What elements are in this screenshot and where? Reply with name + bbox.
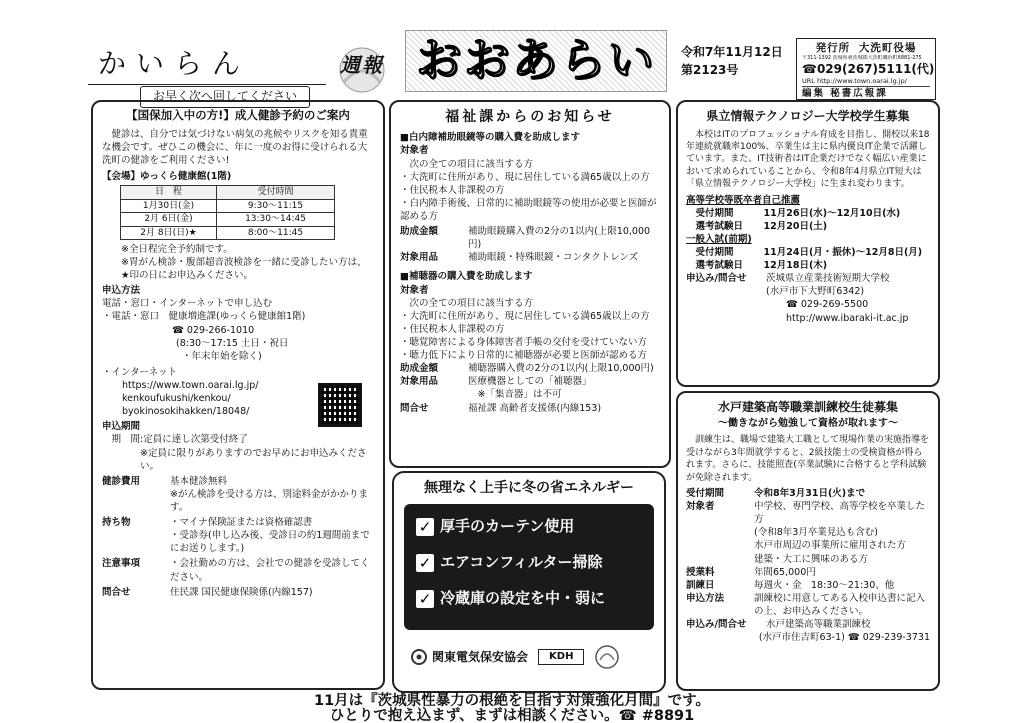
schedule-date: 2月 6日(金) <box>121 213 217 226</box>
vocational-row-text: 毎週火・金 18:30～21:30、他 <box>754 579 895 591</box>
apply-phone: ☎ 029-266-1010 <box>172 324 255 336</box>
vocational-row-text: (水戸市住吉町63-1) ☎ 029-239-3731 <box>758 632 930 644</box>
welfare-title: 福祉課からのお知らせ <box>445 109 615 125</box>
general-row <box>686 259 930 272</box>
vocational-row <box>686 618 930 631</box>
apply-url[interactable]: kenkoufukushi/kenkou/ <box>122 393 231 405</box>
it-contact-label: 申込み/問合せ <box>686 273 747 285</box>
energy-title: 無理なく上手に冬の省エネルギー <box>424 480 634 496</box>
vocational-row <box>686 592 930 618</box>
schedule-col-date: 日 程 <box>121 186 217 199</box>
energy-item <box>416 514 644 550</box>
welfare-sec2-target-label: 対象者 <box>400 284 429 296</box>
vocational-row-label: 対象者 <box>686 501 715 513</box>
health-item-label: 持ち物 <box>102 517 131 529</box>
welfare-sec2-items: 医療機器としての「補聴器」 <box>468 376 592 388</box>
health-note: ※胃がん検診・腹部超音波検診を一緒に受診したい方は、★印の日にお申込みください。 <box>121 257 367 282</box>
grad-row-label: 選考試験日 <box>695 220 744 232</box>
vocational-row-text: 建築・大工に興味のある方 <box>754 553 869 565</box>
welfare-sec1-items-row <box>400 251 660 264</box>
health-item-text: ・マイナ保険証または資格確認書 <box>170 517 313 529</box>
it-contact-line: (水戸市下大野町6342) <box>766 286 865 298</box>
apply-line: 電話・窓口・インターネットで申し込む <box>102 298 273 310</box>
welfare-sec1-target-label: 対象者 <box>400 145 429 157</box>
schedule-date: 1月30日(金) <box>121 199 217 212</box>
pass-along-text: お早く次へ回してください <box>152 89 297 103</box>
grad-row-text: 11月26日(水)～12月10日(水) <box>763 207 901 219</box>
energy-item-label: 厚手のカーテン使用 <box>440 517 575 536</box>
health-item-label: 健診費用 <box>102 475 141 487</box>
welfare-sec2-title: ■補聴器の購入費を助成します <box>400 271 533 283</box>
welfare-sec2-items-label: 対象用品 <box>400 376 439 388</box>
it-contact-phone: ☎ 029-269-5500 <box>786 299 869 311</box>
welfare-sec2-items-row <box>400 375 660 388</box>
welfare-sec2-amount-row <box>400 362 660 375</box>
table-row <box>121 199 335 212</box>
schedule-header-row <box>121 186 335 199</box>
vocational-row-text: 中学校、専門学校、高等学校を卒業した方 <box>754 501 926 526</box>
welfare-sec2-contact: 福祉課 高齢者支援係(内線153) <box>468 402 602 414</box>
table-row <box>121 213 335 226</box>
welfare-sec1-target: ・住民税本人非課税の方 <box>400 184 505 196</box>
apply-line: (8:30～17:15 土日・祝日 <box>176 337 289 349</box>
welfare-sec2-target: ・聴覚障害による身体障害者手帳の交付を受けていない方 <box>400 336 648 348</box>
vocational-row-label: 受付期間 <box>686 487 725 499</box>
footer-banner <box>40 694 984 723</box>
schedule-table <box>120 185 335 240</box>
it-college-title: 県立情報テクノロジー大学校学生募集 <box>706 109 910 123</box>
welfare-section <box>389 100 671 468</box>
health-item <box>102 488 374 514</box>
health-note: ※全日程完全予約制です。 <box>121 243 233 255</box>
vocational-row-label: 申込み/問合せ <box>686 619 747 631</box>
health-item <box>102 557 374 583</box>
period-heading: 申込期間 <box>102 421 141 433</box>
vocational-row <box>686 500 930 526</box>
vocational-row <box>686 553 930 566</box>
energy-item-label: 冷蔵庫の設定を中・弱に <box>440 589 606 608</box>
issue-date: 令和7年11月12日 <box>681 45 783 59</box>
kairan-label: かいらん <box>98 47 251 80</box>
schedule-time: 13:30～14:45 <box>217 213 335 226</box>
general-row <box>686 246 930 259</box>
health-item <box>102 516 374 529</box>
general-row-text: 12月18日(木) <box>763 260 828 272</box>
welfare-sec2-amount: 補聴器購入費の2分の1以内(上限10,000円) <box>468 363 654 375</box>
health-item-label: 注意事項 <box>102 558 141 570</box>
spacer <box>400 388 468 401</box>
vocational-row <box>686 487 930 500</box>
paper-title: おおあらい <box>416 33 656 87</box>
health-item-text: ※がん検診を受ける方は、別途料金がかかります。 <box>170 488 368 513</box>
apply-heading: 申込方法 <box>102 285 141 297</box>
vocational-row-label: 訓練日 <box>686 579 715 591</box>
vocational-row-label: 授業料 <box>686 566 715 578</box>
publisher-box <box>796 38 936 100</box>
vocational-row <box>686 566 930 579</box>
grad-row-text: 12月20日(土) <box>763 220 828 232</box>
vocational-row-label <box>686 526 754 539</box>
apply-url[interactable]: byokinosokihakken/18048/ <box>122 406 250 418</box>
apply-line: ・インターネット <box>102 366 178 378</box>
welfare-sec2-target: ・大洗町に住所があり、現に居住している満65歳以上の方 <box>400 310 650 322</box>
energy-footer <box>410 644 664 670</box>
grad-row-label: 受付期間 <box>695 207 734 219</box>
it-contact-url[interactable]: http://www.ibaraki-it.ac.jp <box>786 312 909 324</box>
vocational-intro: 訓練生は、職場で建築大工職として現場作業の実施指導を受けながら3年間就学すると、2級技能士の受検資格が得られます。さらに、技能照査(卒業試験)に合格すると学科試験が免除されます。 <box>686 435 930 483</box>
publisher-editor: 編集 秘書広報課 <box>802 86 930 100</box>
energy-item-label: エアコンフィルター掃除 <box>440 553 603 572</box>
vocational-row-label <box>686 553 754 566</box>
welfare-sec2-target: 次の全ての項目に該当する方 <box>409 297 534 309</box>
vocational-school-section <box>676 391 940 691</box>
weekly-seal-text: 週報 <box>340 53 384 77</box>
vocational-row-text: 水戸市周辺の事業所に雇用された方 <box>754 540 907 552</box>
publisher-phone: ☎029(267)5111(代) <box>802 62 935 77</box>
general-row-text: 11月24日(月・振休)～12月8日(月) <box>763 247 923 259</box>
welfare-sec1-amount: 補助眼鏡購入費の2分の1以内(上限10,000円) <box>468 226 651 251</box>
grad-row <box>686 207 930 220</box>
vocational-row-text: (令和8年3月卒業見込も含む) <box>754 527 879 539</box>
apply-line: ・電話・窓口 健康増進課(ゆっくら健康館1階) <box>102 311 306 323</box>
welfare-sec2-target: ・聴力低下により日常的に補聴器が必要と医師が認める方 <box>400 350 648 362</box>
kdh-logo-icon <box>410 648 428 666</box>
welfare-sec1-target: ・白内障手術後、日常的に補助眼鏡等の使用が必要と医師が認める方 <box>400 197 657 222</box>
schedule-time: 9:30～11:15 <box>217 199 335 212</box>
check-icon: ✓ <box>416 554 434 572</box>
health-title: 【国保加入中の方!】成人健診予約のご案内 <box>126 108 350 122</box>
welfare-sec2-items-note: ※「集音器」は不可 <box>477 389 562 401</box>
vocational-row <box>686 579 930 592</box>
publisher-line <box>802 41 930 55</box>
issue-number: 第2123号 <box>681 63 739 77</box>
health-item-text: ・会社勤めの方は、会社での健診を受診してください。 <box>170 558 370 583</box>
it-contact-row <box>686 272 930 285</box>
vocational-row <box>686 526 930 539</box>
health-item-label: 問合せ <box>102 586 131 598</box>
vocational-row-label <box>686 631 754 644</box>
health-item-label <box>102 529 170 555</box>
welfare-sec1-target: 次の全ての項目に該当する方 <box>409 158 534 170</box>
apply-url[interactable]: https://www.town.oarai.lg.jp/ <box>122 380 259 392</box>
energy-item <box>416 586 644 622</box>
energy-item <box>416 550 644 586</box>
vocational-row-text: 訓練校に用意してある入校申込書に記入の上、お申込みください。 <box>754 592 926 617</box>
health-checkup-section <box>91 100 385 690</box>
it-college-section <box>676 100 940 387</box>
welfare-sec1-title: ■白内障補助眼鏡等の購入費を助成します <box>400 132 580 144</box>
schedule-time: 8:00～11:45 <box>217 226 335 239</box>
health-item <box>102 586 374 599</box>
paper-title-frame <box>405 30 667 92</box>
health-item <box>102 529 374 555</box>
it-college-intro: 本校はITのプロフェッショナル育成を目指し、開校以来18年連続就職率100%、卒業生は主に県内優良IT企業で活躍しています。また、IT技術者はIT企業だけでなく幅広い産業において求められていることから、令和8年4月県立IT短大は「県立情報テクノロジー大学校」に生まれ変わります。 <box>686 129 930 190</box>
vocational-row-text: 水戸建築高等職業訓練校 <box>766 619 871 631</box>
publisher-label: 発行所 <box>815 42 851 54</box>
welfare-sec1-amount-row <box>400 225 660 251</box>
apply-block <box>102 297 374 418</box>
kairan-underline <box>88 84 326 85</box>
welfare-sec1-target: ・大洗町に住所があり、現に居住している満65歳以上の方 <box>400 171 650 183</box>
energy-saving-box <box>392 471 666 693</box>
health-item-text: 基本健診無料 <box>170 475 228 487</box>
weekly-seal <box>330 42 394 96</box>
welfare-sec2-target: ・住民税本人非課税の方 <box>400 323 505 335</box>
footer-line-1: 11月は『茨城県性暴力の根絶を目指す対策強化月間』です。 <box>313 693 711 709</box>
publisher-url: URL http://www.town.oarai.lg.jp/ <box>802 76 907 85</box>
welfare-sec2-amount-label: 助成金額 <box>400 363 439 375</box>
grad-row <box>686 220 930 233</box>
check-icon: ✓ <box>416 590 434 608</box>
schedule-date: 2月 8日(日)★ <box>121 226 217 239</box>
vocational-row <box>686 631 930 644</box>
period-line: 期 間:定員に達し次第受付終了 <box>111 434 248 446</box>
check-icon: ✓ <box>416 518 434 536</box>
welfare-sec2-contact-label: 問合せ <box>400 402 429 414</box>
table-row <box>121 226 335 239</box>
anniversary-logo-icon <box>592 644 622 670</box>
health-item-text: ・受診券(申し込み後、受診日の約1週間前までにお送りします。) <box>170 530 370 555</box>
health-intro: 健診は、自分では気づけない病気の兆候やリスクを知る貴重な機会です。ぜひこの機会に、年に一度のお得に受けられる大洗町の健診をご利用ください! <box>102 128 368 167</box>
vocational-row-text: 令和8年3月31日(火)まで <box>754 487 866 499</box>
vocational-row-label <box>686 539 754 552</box>
apply-line: ・年末年始を除く) <box>182 350 262 362</box>
general-row-label: 選考試験日 <box>695 260 744 272</box>
grad-heading: 高等学校等既卒者自己推薦 <box>686 194 801 206</box>
welfare-sec2-note-row <box>400 388 660 401</box>
energy-panel <box>404 504 654 630</box>
health-item-label <box>102 488 170 514</box>
it-contact-name: 茨城県立産業技術短期大学校 <box>766 273 890 285</box>
welfare-sec1-items: 補助眼鏡・特殊眼鏡・コンタクトレンズ <box>468 252 639 264</box>
energy-badge: KDH <box>538 649 584 665</box>
general-heading: 一般入試(前期) <box>686 233 752 245</box>
health-item-text: 住民課 国民健康保険係(内線157) <box>170 586 313 598</box>
vocational-row <box>686 539 930 552</box>
vocational-subtitle: ～働きながら勉強して資格が取れます～ <box>718 417 898 429</box>
qr-code[interactable] <box>318 383 362 427</box>
footer-line-2: ひとりで抱え込まず、まずは相談ください。☎ #8891 <box>329 708 695 723</box>
welfare-sec1-amount-label: 助成金額 <box>400 226 439 238</box>
welfare-sec2-contact-row <box>400 402 660 415</box>
health-venue: 【会場】ゆっくら健康館(1階) <box>102 171 232 183</box>
publisher-address: 〒311-1392 茨城県東茨城郡大洗町磯浜町6881-275 <box>802 55 922 62</box>
welfare-sec1-items-label: 対象用品 <box>400 252 439 264</box>
vocational-row-text: 年間65,000円 <box>754 566 816 578</box>
energy-org: 関東電気保安協会 <box>432 650 529 665</box>
schedule-col-time: 受付時間 <box>217 186 335 199</box>
period-line: ※定員に限りがありますのでお早めにお申込みください。 <box>140 447 367 472</box>
vocational-row-label: 申込方法 <box>686 592 725 604</box>
publisher-name: 大洗町役場 <box>858 42 917 54</box>
general-row-label: 受付期間 <box>695 247 734 259</box>
vocational-title: 水戸建築高等職業訓練校生徒募集 <box>717 400 898 414</box>
health-item <box>102 475 374 488</box>
